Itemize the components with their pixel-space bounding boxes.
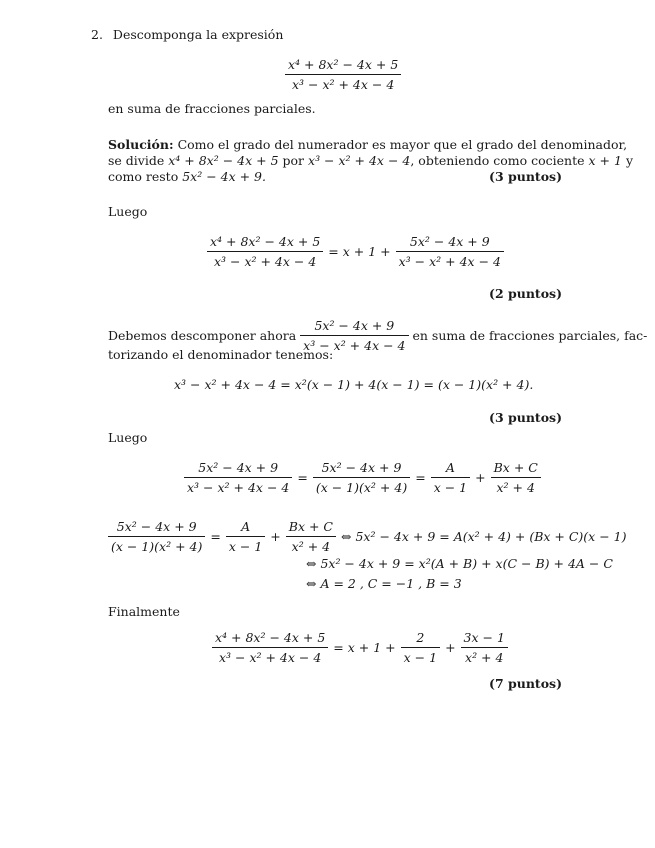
fraction-denominator: x² + 4 bbox=[491, 477, 541, 495]
fraction-denominator: (x − 1)(x² + 4) bbox=[108, 536, 205, 554]
step2-factor-equation: x³ − x² + 4x − 4 = x²(x − 1) + 4(x − 1) = (x − 1)(x² + 4). bbox=[174, 377, 534, 392]
step1-rhs-fraction bbox=[396, 234, 504, 269]
problem-fraction bbox=[285, 57, 401, 92]
fraction-denominator: (x − 1)(x² + 4) bbox=[313, 477, 410, 495]
final-lhs-fraction bbox=[212, 630, 328, 665]
fraction-denominator: x³ − x² + 4x − 4 bbox=[212, 647, 328, 665]
step4-line1-rhs: ⇔ 5x² − 4x + 9 = A(x² + 4) + (Bx + C)(x − 1) bbox=[341, 529, 627, 544]
step4-fraction-2 bbox=[226, 519, 265, 554]
points-badge-1: (3 puntos) bbox=[489, 169, 562, 184]
fraction-denominator: x³ − x² + 4x − 4 bbox=[300, 335, 408, 353]
step4-fraction-1 bbox=[108, 519, 205, 554]
equals-sign: = bbox=[297, 470, 308, 485]
fraction-denominator: x − 1 bbox=[401, 647, 440, 665]
fraction-denominator: x³ − x² + 4x − 4 bbox=[207, 251, 323, 269]
fraction-numerator: Bx + C bbox=[288, 519, 334, 534]
inline-numerator: x⁴ + 8x² − 4x + 5 bbox=[168, 153, 279, 168]
final-fraction-2 bbox=[461, 630, 508, 665]
fraction-numerator: A bbox=[241, 519, 251, 534]
fraction-numerator: 5x² − 4x + 9 bbox=[314, 318, 395, 333]
solution-text-2a: se divide bbox=[108, 153, 165, 168]
equals-sign: = bbox=[415, 470, 426, 485]
step4-equation-line-3: ⇔ A = 2 , C = −1 , B = 3 bbox=[306, 576, 462, 591]
step2-text-b: en suma de fracciones parciales, fac- bbox=[412, 328, 648, 343]
step2-line-2: torizando el denominador tenemos: bbox=[108, 347, 334, 362]
fraction-numerator: x⁴ + 8x² − 4x + 5 bbox=[288, 57, 399, 72]
fraction-numerator: 5x² − 4x + 9 bbox=[409, 234, 490, 249]
fraction-denominator: x − 1 bbox=[226, 536, 265, 554]
inline-denominator: x³ − x² + 4x − 4 bbox=[308, 153, 411, 168]
final-mid: = x + 1 + bbox=[333, 640, 396, 655]
fraction-denominator: x² + 4 bbox=[286, 536, 336, 554]
final-fraction-1 bbox=[401, 630, 440, 665]
problem-text: Descomponga la expresión bbox=[112, 27, 284, 42]
problem-expression bbox=[283, 57, 403, 92]
step3-fraction-3 bbox=[431, 460, 470, 495]
plus-sign: + bbox=[270, 529, 281, 544]
final-equation bbox=[210, 630, 510, 665]
solution-text-por: por bbox=[282, 153, 305, 168]
solution-text-3a: como resto bbox=[108, 169, 179, 184]
solution-line-1 bbox=[108, 137, 627, 153]
step3-fraction-1 bbox=[184, 460, 292, 495]
problem-number: 2. bbox=[91, 27, 103, 42]
step3-equation bbox=[182, 460, 543, 495]
step4-equation-line-1 bbox=[106, 519, 629, 554]
solution-text-y: y bbox=[625, 153, 633, 168]
solution-text-1: Como el grado del numerador es mayor que el grado del denominador, bbox=[177, 137, 628, 152]
problem-statement-end: en suma de fracciones parciales. bbox=[108, 101, 316, 116]
solution-line-3 bbox=[108, 169, 266, 185]
fraction-denominator: x³ − x² + 4x − 4 bbox=[285, 74, 401, 92]
fraction-denominator: x³ − x² + 4x − 4 bbox=[396, 251, 504, 269]
step1-intro: Luego bbox=[108, 204, 148, 219]
fraction-numerator: 5x² − 4x + 9 bbox=[116, 519, 197, 534]
fraction-denominator: x³ − x² + 4x − 4 bbox=[184, 477, 292, 495]
step3-intro: Luego bbox=[108, 430, 148, 445]
plus-sign: + bbox=[445, 640, 456, 655]
fraction-numerator: Bx + C bbox=[493, 460, 538, 475]
plus-sign: + bbox=[475, 470, 486, 485]
fraction-numerator: 5x² − 4x + 9 bbox=[198, 460, 279, 475]
fraction-numerator: x⁴ + 8x² − 4x + 5 bbox=[210, 234, 321, 249]
inline-quotient: x + 1 bbox=[588, 153, 622, 168]
step3-fraction-4 bbox=[491, 460, 541, 495]
fraction-numerator: A bbox=[445, 460, 455, 475]
step4-equation-line-2: ⇔ 5x² − 4x + 9 = x²(A + B) + x(C − B) + 4A − C bbox=[306, 556, 613, 571]
step4-fraction-3 bbox=[286, 519, 336, 554]
step1-lhs-fraction bbox=[207, 234, 323, 269]
fraction-numerator: 3x − 1 bbox=[463, 630, 505, 645]
fraction-numerator: 5x² − 4x + 9 bbox=[321, 460, 402, 475]
fraction-numerator: x⁴ + 8x² − 4x + 5 bbox=[215, 630, 326, 645]
step2-text-a: Debemos descomponer ahora bbox=[108, 328, 297, 343]
step3-fraction-2 bbox=[313, 460, 410, 495]
step1-equation bbox=[205, 234, 506, 269]
step1-rhs-poly: = x + 1 + bbox=[328, 244, 391, 259]
points-badge-3: (3 puntos) bbox=[489, 410, 562, 425]
fraction-numerator: 2 bbox=[416, 630, 425, 645]
fraction-denominator: x² + 4 bbox=[461, 647, 508, 665]
points-badge-2: (2 puntos) bbox=[489, 286, 562, 301]
solution-label: Solución: bbox=[108, 137, 174, 152]
solution-text-2b: , obteniendo como cociente bbox=[410, 153, 585, 168]
fraction-denominator: x − 1 bbox=[431, 477, 470, 495]
equals-sign: = bbox=[210, 529, 221, 544]
solution-line-2 bbox=[108, 153, 633, 169]
inline-remainder: 5x² − 4x + 9. bbox=[182, 169, 266, 184]
problem-statement bbox=[91, 27, 283, 43]
final-intro: Finalmente bbox=[108, 604, 180, 619]
points-badge-4: (7 puntos) bbox=[489, 676, 562, 691]
